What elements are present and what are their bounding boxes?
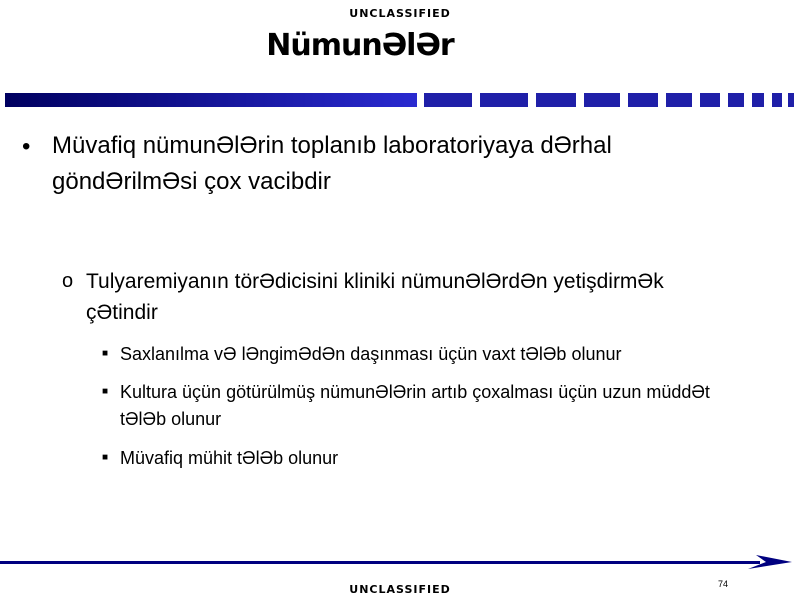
classification-footer: UNCLASSIFIED [349, 583, 451, 596]
bullet-level1-text: Müvafiq nümunƏlƏrin toplanıb laboratoriyaya dƏrhal göndƏrilmƏsi çox vacibdir [52, 132, 612, 195]
bullet-level2-text: Tulyaremiyanın törƏdicisini kliniki nümunƏlƏrdƏn yetişdirmƏk çƏtindir [86, 270, 664, 324]
bullet-marker: • [22, 133, 31, 160]
footer-line [0, 561, 760, 564]
slide-title: NümunƏlƏr [266, 28, 454, 63]
bullet-level3-text-3: Müvafiq mühit tƏlƏb olunur [120, 448, 339, 468]
page-number: 74 [718, 579, 729, 589]
bullet-level3-text-2: Kultura üçün götürülmüş nümunƏlƏrin artıb çoxalması üçün uzun müddƏt tƏlƏb olunur [120, 382, 710, 429]
bullet-level3-text-1: Saxlanılma vƏ lƏngimƏdƏn daşınması üçün vaxt tƏlƏb olunur [120, 344, 622, 364]
title-underline-bar [0, 93, 800, 107]
sub-bullet-marker: o [62, 270, 74, 292]
square-bullet-marker: ■ [102, 348, 109, 359]
square-bullet-marker: ■ [102, 386, 109, 397]
classification-header: UNCLASSIFIED [349, 7, 451, 20]
arrow-icon [748, 553, 792, 571]
square-bullet-marker: ■ [102, 452, 109, 463]
